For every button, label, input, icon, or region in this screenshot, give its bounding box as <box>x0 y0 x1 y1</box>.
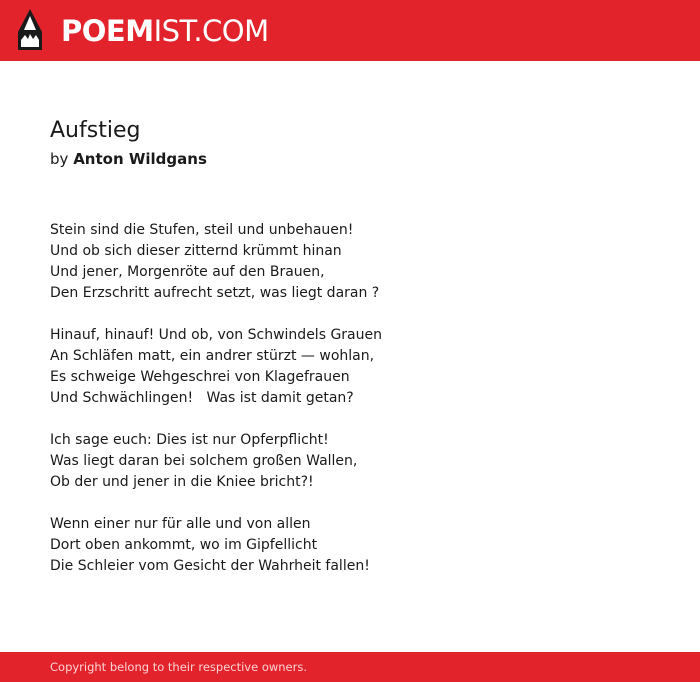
poem-line: Hinauf, hinauf! Und ob, von Schwindels Grauen <box>50 327 382 343</box>
poem-line: Es schweige Wehgeschrei von Klagefrauen <box>50 369 350 385</box>
pen-nib-icon[interactable] <box>16 8 44 52</box>
logo-text-light: IST.COM <box>153 14 269 48</box>
site-footer <box>0 652 700 682</box>
poem-line: Ob der und jener in die Kniee bricht?! <box>50 474 314 490</box>
poem-line: Dort oben ankommt, wo im Gipfellicht <box>50 537 318 553</box>
poem-line: Und jener, Morgenröte auf den Brauen, <box>50 264 325 280</box>
poem-line: Die Schleier vom Gesicht der Wahrheit fallen! <box>50 558 370 574</box>
stanza <box>50 325 670 409</box>
poem-content <box>50 116 670 598</box>
stanza <box>50 220 670 304</box>
stanza <box>50 514 670 577</box>
poem-line: Den Erzschritt aufrecht setzt, was liegt daran ? <box>50 285 380 301</box>
poem-line: Wenn einer nur für alle und von allen <box>50 516 311 532</box>
poem-line: Und Schwächlingen! Was ist damit getan? <box>50 390 354 406</box>
poem-line: Und ob sich dieser zitternd krümmt hinan <box>50 243 342 259</box>
logo-text-bold: POEM <box>61 14 154 48</box>
poem-body <box>50 220 670 577</box>
by-label: by <box>50 150 69 168</box>
poem-title: Aufstieg <box>50 118 141 143</box>
site-logo[interactable] <box>61 12 269 50</box>
copyright-text: Copyright belong to their respective owners. <box>50 660 308 674</box>
poem-author: Anton Wildgans <box>73 150 207 168</box>
poem-line: Was liegt daran bei solchem großen Wallen, <box>50 453 358 469</box>
poem-byline <box>50 148 670 170</box>
site-header <box>0 0 700 61</box>
poem-line: An Schläfen matt, ein andrer stürzt — wohlan, <box>50 348 375 364</box>
stanza <box>50 430 670 493</box>
poem-line: Ich sage euch: Dies ist nur Opferpflicht! <box>50 432 329 448</box>
poem-line: Stein sind die Stufen, steil und unbehauen! <box>50 222 354 238</box>
